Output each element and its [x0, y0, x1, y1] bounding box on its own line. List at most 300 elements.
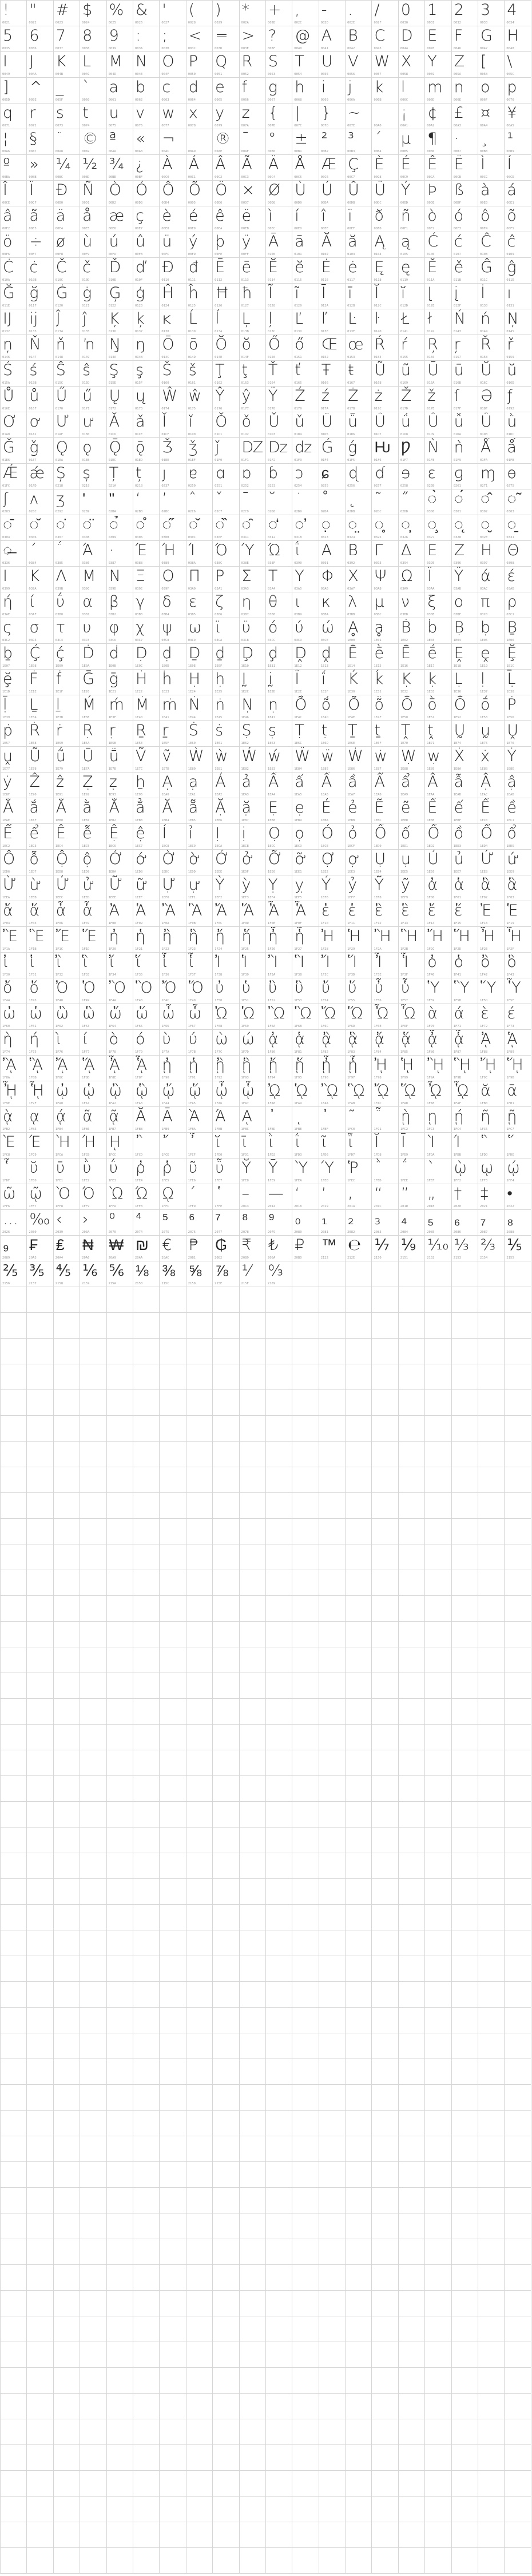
glyph-code: 1FE2 [82, 1179, 90, 1183]
glyph: υ [82, 619, 92, 636]
glyph-cell [452, 1622, 478, 1647]
glyph-code: 013A [215, 330, 223, 333]
glyph: ĳ [29, 310, 38, 328]
glyph-code: 1FB0 [480, 1102, 488, 1105]
glyph-code: 1FCA [55, 1153, 63, 1157]
glyph-code: 2019 [320, 1205, 328, 1208]
glyph-cell [292, 438, 319, 464]
glyph: ᾣ [135, 1082, 149, 1100]
glyph-cell [346, 1725, 372, 1750]
glyph-cell [292, 2342, 319, 2368]
glyph-cell [27, 2162, 53, 2188]
glyph-cell [27, 103, 53, 129]
glyph: Ϊ [427, 567, 432, 585]
glyph-cell [425, 129, 451, 155]
glyph-cell [1, 1905, 27, 1930]
glyph-cell [425, 1905, 451, 1930]
glyph-cell [54, 541, 80, 567]
glyph: ΰ [55, 593, 65, 611]
glyph-code: 0309 [108, 536, 116, 539]
glyph-cell [452, 129, 478, 155]
glyph: η [241, 593, 252, 611]
glyph-cell [266, 2368, 292, 2394]
glyph-cell [319, 309, 346, 335]
glyph-cell [27, 335, 53, 361]
glyph-cell [319, 52, 346, 78]
glyph-cell [1, 2111, 27, 2136]
glyph-cell [478, 2471, 505, 2497]
glyph-cell [266, 232, 292, 258]
glyph-cell [1, 2548, 27, 2574]
glyph-cell [425, 1056, 451, 1081]
glyph-code: 1E63 [267, 742, 276, 745]
glyph-cell [54, 1158, 80, 1184]
glyph-code: 005C [506, 73, 514, 76]
glyph-code: 03C1 [506, 613, 514, 616]
glyph-code: 0103 [347, 253, 355, 256]
glyph-cell [319, 335, 346, 361]
glyph-code: 0038 [82, 47, 90, 50]
glyph-cell [399, 1879, 425, 1905]
glyph-cell [133, 1699, 160, 1725]
glyph-cell [425, 1030, 451, 1056]
glyph-cell [133, 1725, 160, 1750]
glyph-code: 1E53 [480, 716, 488, 719]
glyph-cell [213, 1339, 239, 1364]
glyph-cell [399, 2085, 425, 2111]
glyph: ḿ [109, 696, 124, 714]
glyph-cell [80, 1081, 106, 1107]
glyph-code: 03C3 [29, 639, 37, 642]
glyph: õ [507, 207, 517, 225]
glyph: Ḅ [454, 619, 464, 636]
glyph-cell [346, 103, 372, 129]
glyph: Æ [321, 156, 336, 173]
glyph: Ł [400, 310, 410, 328]
glyph-cell [160, 1184, 186, 1210]
glyph: Ľ [295, 310, 304, 328]
glyph-code: 1FEB [320, 1179, 328, 1183]
glyph-cell [266, 1339, 292, 1364]
glyph-code: 1E80 [188, 767, 196, 771]
glyph-cell [186, 1, 213, 26]
glyph-cell [399, 1158, 425, 1184]
glyph-cell [186, 541, 213, 567]
glyph-code: 01D6 [347, 433, 355, 436]
glyph-cell [213, 1210, 239, 1236]
glyph-code: 1E13 [320, 664, 328, 668]
glyph-cell [160, 2111, 186, 2136]
glyph-cell [1, 52, 27, 78]
glyph-code: 01F6 [374, 459, 382, 462]
glyph-code: 0064 [188, 98, 196, 102]
glyph: ἆ [55, 902, 66, 919]
glyph-cell [27, 670, 53, 695]
glyph: ₀ [295, 1211, 301, 1228]
glyph: ῴ [507, 1159, 521, 1177]
glyph-cell [240, 1596, 266, 1622]
glyph-code: 1FDA [427, 1153, 435, 1157]
glyph-code: 1F7C [215, 1050, 223, 1054]
glyph: ῂ [400, 1108, 411, 1125]
glyph-code: 004B [55, 73, 63, 76]
glyph-code: 01EE [161, 459, 169, 462]
glyph-cell [372, 1339, 398, 1364]
glyph-cell [54, 1184, 80, 1210]
glyph-code: 0128 [267, 304, 276, 308]
glyph-code: 0127 [241, 304, 249, 308]
glyph: ῍ [135, 1133, 144, 1151]
glyph-cell [346, 1879, 372, 1905]
glyph-cell [425, 2445, 451, 2471]
glyph-cell [133, 1905, 160, 1930]
glyph-code: 1F84 [374, 1050, 382, 1054]
glyph-code: 01D4 [294, 433, 302, 436]
glyph: ₄ [400, 1211, 407, 1228]
glyph-code: 0250 [188, 484, 196, 488]
glyph: ắ [29, 799, 39, 817]
glyph-cell [478, 387, 505, 412]
glyph-code: 1EEC [55, 896, 63, 899]
glyph-cell [186, 2445, 213, 2471]
glyph-code: 02B9 [82, 510, 90, 513]
glyph: ẁ [215, 747, 228, 765]
glyph-cell [478, 361, 505, 387]
glyph-code: 003D [215, 47, 223, 50]
glyph-code: 014A [108, 356, 116, 359]
glyph: ằ [82, 799, 92, 817]
glyph: Ē [215, 258, 225, 276]
glyph: Ḷ [454, 670, 463, 688]
glyph-cell [266, 2059, 292, 2085]
glyph: ΐ [295, 1133, 300, 1151]
glyph: ú [109, 233, 119, 250]
glyph-cell [186, 1364, 213, 1390]
glyph-cell [160, 2316, 186, 2342]
glyph-cell [452, 2162, 478, 2188]
glyph-cell [107, 773, 133, 798]
glyph-cell [240, 1879, 266, 1905]
glyph-cell [54, 1004, 80, 1030]
glyph: Ú [321, 181, 333, 199]
glyph-code: 0123 [134, 304, 143, 308]
glyph-cell [186, 2548, 213, 2574]
glyph-cell [240, 2548, 266, 2574]
glyph-code: 1ED5 [506, 845, 514, 848]
glyph: ὴ [3, 1030, 13, 1048]
glyph: ẉ [427, 747, 440, 765]
glyph-cell [213, 695, 239, 721]
glyph: ˜ [374, 490, 382, 508]
glyph-cell [213, 978, 239, 1004]
glyph-cell [186, 78, 213, 103]
glyph: Ἑ [507, 902, 518, 919]
glyph-cell [186, 129, 213, 155]
glyph: ṻ [109, 747, 119, 765]
glyph-cell [319, 78, 346, 103]
glyph: D [400, 27, 413, 45]
glyph-cell [425, 721, 451, 747]
glyph: ɡ [454, 464, 464, 482]
glyph-code: 0024 [82, 21, 90, 25]
glyph-cell [240, 773, 266, 798]
glyph: Υ [295, 567, 304, 585]
glyph: ậ [507, 773, 517, 791]
glyph-code: 1F4A [108, 999, 116, 1002]
glyph: Ỹ [374, 876, 384, 894]
glyph-code: 1F07 [82, 922, 90, 925]
glyph-code: 00A6 [2, 150, 10, 153]
glyph-cell [80, 2522, 106, 2548]
glyph-code: 1E7D [161, 767, 169, 771]
glyph-code: 0076 [134, 124, 143, 128]
glyph-cell [133, 129, 160, 155]
glyph: Ν [109, 567, 121, 585]
glyph: ¼ [55, 156, 71, 173]
glyph-cell [319, 1416, 346, 1442]
glyph: ổ [507, 825, 517, 842]
glyph-code: 1E39 [2, 716, 10, 719]
glyph-code: 1E0F [215, 664, 223, 668]
glyph-cell [266, 103, 292, 129]
glyph-cell [160, 1210, 186, 1236]
glyph: Ω [400, 567, 413, 585]
glyph: ǒ [241, 413, 252, 431]
glyph-cell [505, 78, 531, 103]
glyph: Ẁ [188, 747, 204, 765]
glyph: Ῐ [374, 1133, 379, 1151]
glyph: ˆ [188, 490, 197, 508]
glyph-cell [133, 2162, 160, 2188]
glyph-cell [186, 1004, 213, 1030]
glyph-code: 1F33 [82, 973, 90, 977]
glyph: ɔ [295, 464, 304, 482]
glyph-code: 011C [480, 278, 488, 282]
glyph-cell [186, 2291, 213, 2316]
glyph-cell [452, 1596, 478, 1622]
glyph-cell [425, 824, 451, 850]
glyph-code: 01A0 [2, 433, 10, 436]
glyph-code: 1FF8 [55, 1205, 63, 1208]
glyph-cell [319, 953, 346, 978]
glyph-code: 1F3E [374, 973, 382, 977]
glyph-code: 0166 [320, 381, 328, 385]
glyph-cell [319, 618, 346, 644]
glyph-cell [240, 361, 266, 387]
glyph-code: 1E3F [108, 716, 116, 719]
glyph-code: 20B9 [241, 1256, 249, 1260]
glyph-cell [1, 412, 27, 438]
glyph-cell [133, 2111, 160, 2136]
glyph-cell [240, 1570, 266, 1596]
glyph-code: 03B2 [108, 613, 116, 616]
glyph-cell [346, 1982, 372, 2008]
glyph: ḯ [321, 670, 326, 688]
glyph-code: 0145 [506, 330, 514, 333]
glyph-code: 1E83 [267, 767, 276, 771]
glyph-code: 00F5 [506, 227, 514, 230]
glyph-code: 005B [480, 73, 488, 76]
glyph: ḍ [162, 644, 172, 662]
glyph-cell [80, 695, 106, 721]
glyph-cell [133, 232, 160, 258]
glyph-code: 1F53 [294, 999, 302, 1002]
glyph: Ὑ [427, 979, 440, 997]
glyph: ǭ [135, 439, 145, 456]
glyph-cell [186, 1544, 213, 1570]
glyph: Ü [374, 181, 386, 199]
glyph-code: 1F61 [29, 1025, 37, 1028]
glyph: ˛ [348, 490, 356, 508]
glyph-code: 2159 [82, 1282, 90, 1285]
glyph: ῾ [215, 1185, 223, 1203]
glyph-cell [1, 2291, 27, 2316]
glyph-cell [80, 1467, 106, 1493]
glyph-cell [346, 515, 372, 541]
glyph-cell [213, 1802, 239, 1828]
glyph: ◌̈ [82, 516, 92, 533]
glyph: ⁵ [162, 1211, 169, 1228]
glyph: ὰ [427, 1005, 438, 1022]
glyph-code: 1EA3 [241, 793, 249, 797]
glyph: _ [55, 78, 64, 96]
glyph: ◌̂ [481, 490, 490, 508]
glyph-cell [346, 26, 372, 52]
glyph: ª [109, 130, 117, 148]
glyph-code: 1F75 [29, 1050, 37, 1054]
glyph-cell [372, 155, 398, 181]
glyph-cell [452, 1699, 478, 1725]
glyph-cell [107, 1467, 133, 1493]
glyph-cell [186, 1570, 213, 1596]
glyph: £ [454, 104, 464, 122]
glyph-code: 00AF [241, 150, 249, 153]
glyph-code: 0398 [506, 562, 514, 565]
glyph-cell [399, 721, 425, 747]
glyph-cell [505, 1030, 531, 1056]
glyph-cell [452, 1519, 478, 1544]
glyph-code: 1ECF [347, 845, 355, 848]
glyph-cell [372, 1210, 398, 1236]
glyph: ᾴ [55, 1108, 66, 1125]
glyph-cell [266, 1287, 292, 1313]
glyph-cell [452, 2522, 478, 2548]
glyph-code: 007E [347, 124, 355, 128]
glyph-code: 1EEA [2, 896, 10, 899]
glyph-code: 2087 [480, 1231, 488, 1234]
glyph-cell [399, 953, 425, 978]
glyph-cell [399, 335, 425, 361]
glyph: ᾀ [268, 1030, 279, 1048]
glyph-code: 1EB8 [267, 819, 276, 822]
glyph-cell [452, 2111, 478, 2136]
glyph: Å [295, 156, 305, 173]
glyph-cell [505, 129, 531, 155]
glyph-code: 1F7D [241, 1050, 249, 1054]
glyph-cell [240, 258, 266, 284]
glyph-cell [372, 1725, 398, 1750]
glyph-cell [107, 1364, 133, 1390]
glyph-code: 03CD [294, 639, 302, 642]
glyph: ʒ [55, 490, 65, 508]
glyph: ₪ [135, 1236, 149, 1254]
glyph-cell [266, 1030, 292, 1056]
glyph-code: 0070 [506, 98, 514, 102]
glyph-code: 03A8 [374, 587, 382, 591]
glyph: Ṽ [135, 747, 146, 765]
glyph-code: 1E5A [82, 742, 90, 745]
glyph-code: 1EA1 [188, 793, 196, 797]
glyph-code: 0323 [320, 536, 328, 539]
glyph-code: 1ED7 [29, 870, 37, 874]
glyph-cell [80, 1673, 106, 1699]
glyph-cell [240, 1802, 266, 1828]
glyph: ⅟ [241, 1262, 251, 1280]
glyph-code: 00A9 [82, 150, 90, 153]
glyph: Ἁ [135, 902, 146, 919]
glyph-cell [425, 2471, 451, 2497]
glyph: ỷ [348, 876, 358, 894]
glyph-code: 1F37 [188, 973, 196, 977]
glyph-cell [452, 1236, 478, 1261]
glyph: ἵ [135, 953, 141, 971]
glyph-code: 2085 [427, 1231, 435, 1234]
glyph-code: 004E [134, 73, 143, 76]
glyph-cell [505, 1750, 531, 1776]
glyph-code: 1FAC [374, 1102, 382, 1105]
glyph-cell [213, 2291, 239, 2316]
glyph-cell [505, 464, 531, 489]
glyph-code: 1E5B [108, 742, 116, 745]
glyph-cell [133, 2316, 160, 2342]
glyph-cell [425, 1750, 451, 1776]
glyph-cell [186, 2008, 213, 2033]
glyph-cell [292, 2239, 319, 2265]
glyph: Ỉ [162, 825, 167, 842]
glyph-code: 017F [453, 407, 461, 411]
glyph: ǽ [29, 464, 45, 482]
glyph-code: 01FD [29, 484, 37, 488]
glyph-code: 1E45 [215, 716, 223, 719]
glyph-cell [80, 1647, 106, 1673]
glyph-cell [478, 2059, 505, 2085]
glyph-code: 0331 [506, 536, 514, 539]
glyph-cell [346, 387, 372, 412]
glyph-cell [346, 1776, 372, 1802]
glyph-cell [133, 489, 160, 515]
glyph: ṅ [215, 696, 225, 714]
glyph: ẫ [454, 773, 464, 791]
glyph: · [454, 130, 459, 148]
glyph-cell [1, 2188, 27, 2213]
glyph-cell [213, 773, 239, 798]
glyph-cell [478, 129, 505, 155]
glyph-cell [425, 2265, 451, 2291]
glyph: Ẋ [454, 747, 465, 765]
glyph-code: 011F [29, 304, 37, 308]
glyph-cell [160, 695, 186, 721]
glyph-code: 2150 [374, 1256, 382, 1260]
glyph-cell [372, 2111, 398, 2136]
glyph-code: 1ECA [215, 845, 223, 848]
glyph-code: 0301 [453, 510, 461, 513]
glyph: Û [348, 181, 359, 199]
glyph-cell [240, 52, 266, 78]
glyph: ṏ [374, 696, 384, 714]
glyph: ĩ [295, 284, 299, 302]
glyph-cell [478, 2085, 505, 2111]
glyph-cell [80, 2316, 106, 2342]
